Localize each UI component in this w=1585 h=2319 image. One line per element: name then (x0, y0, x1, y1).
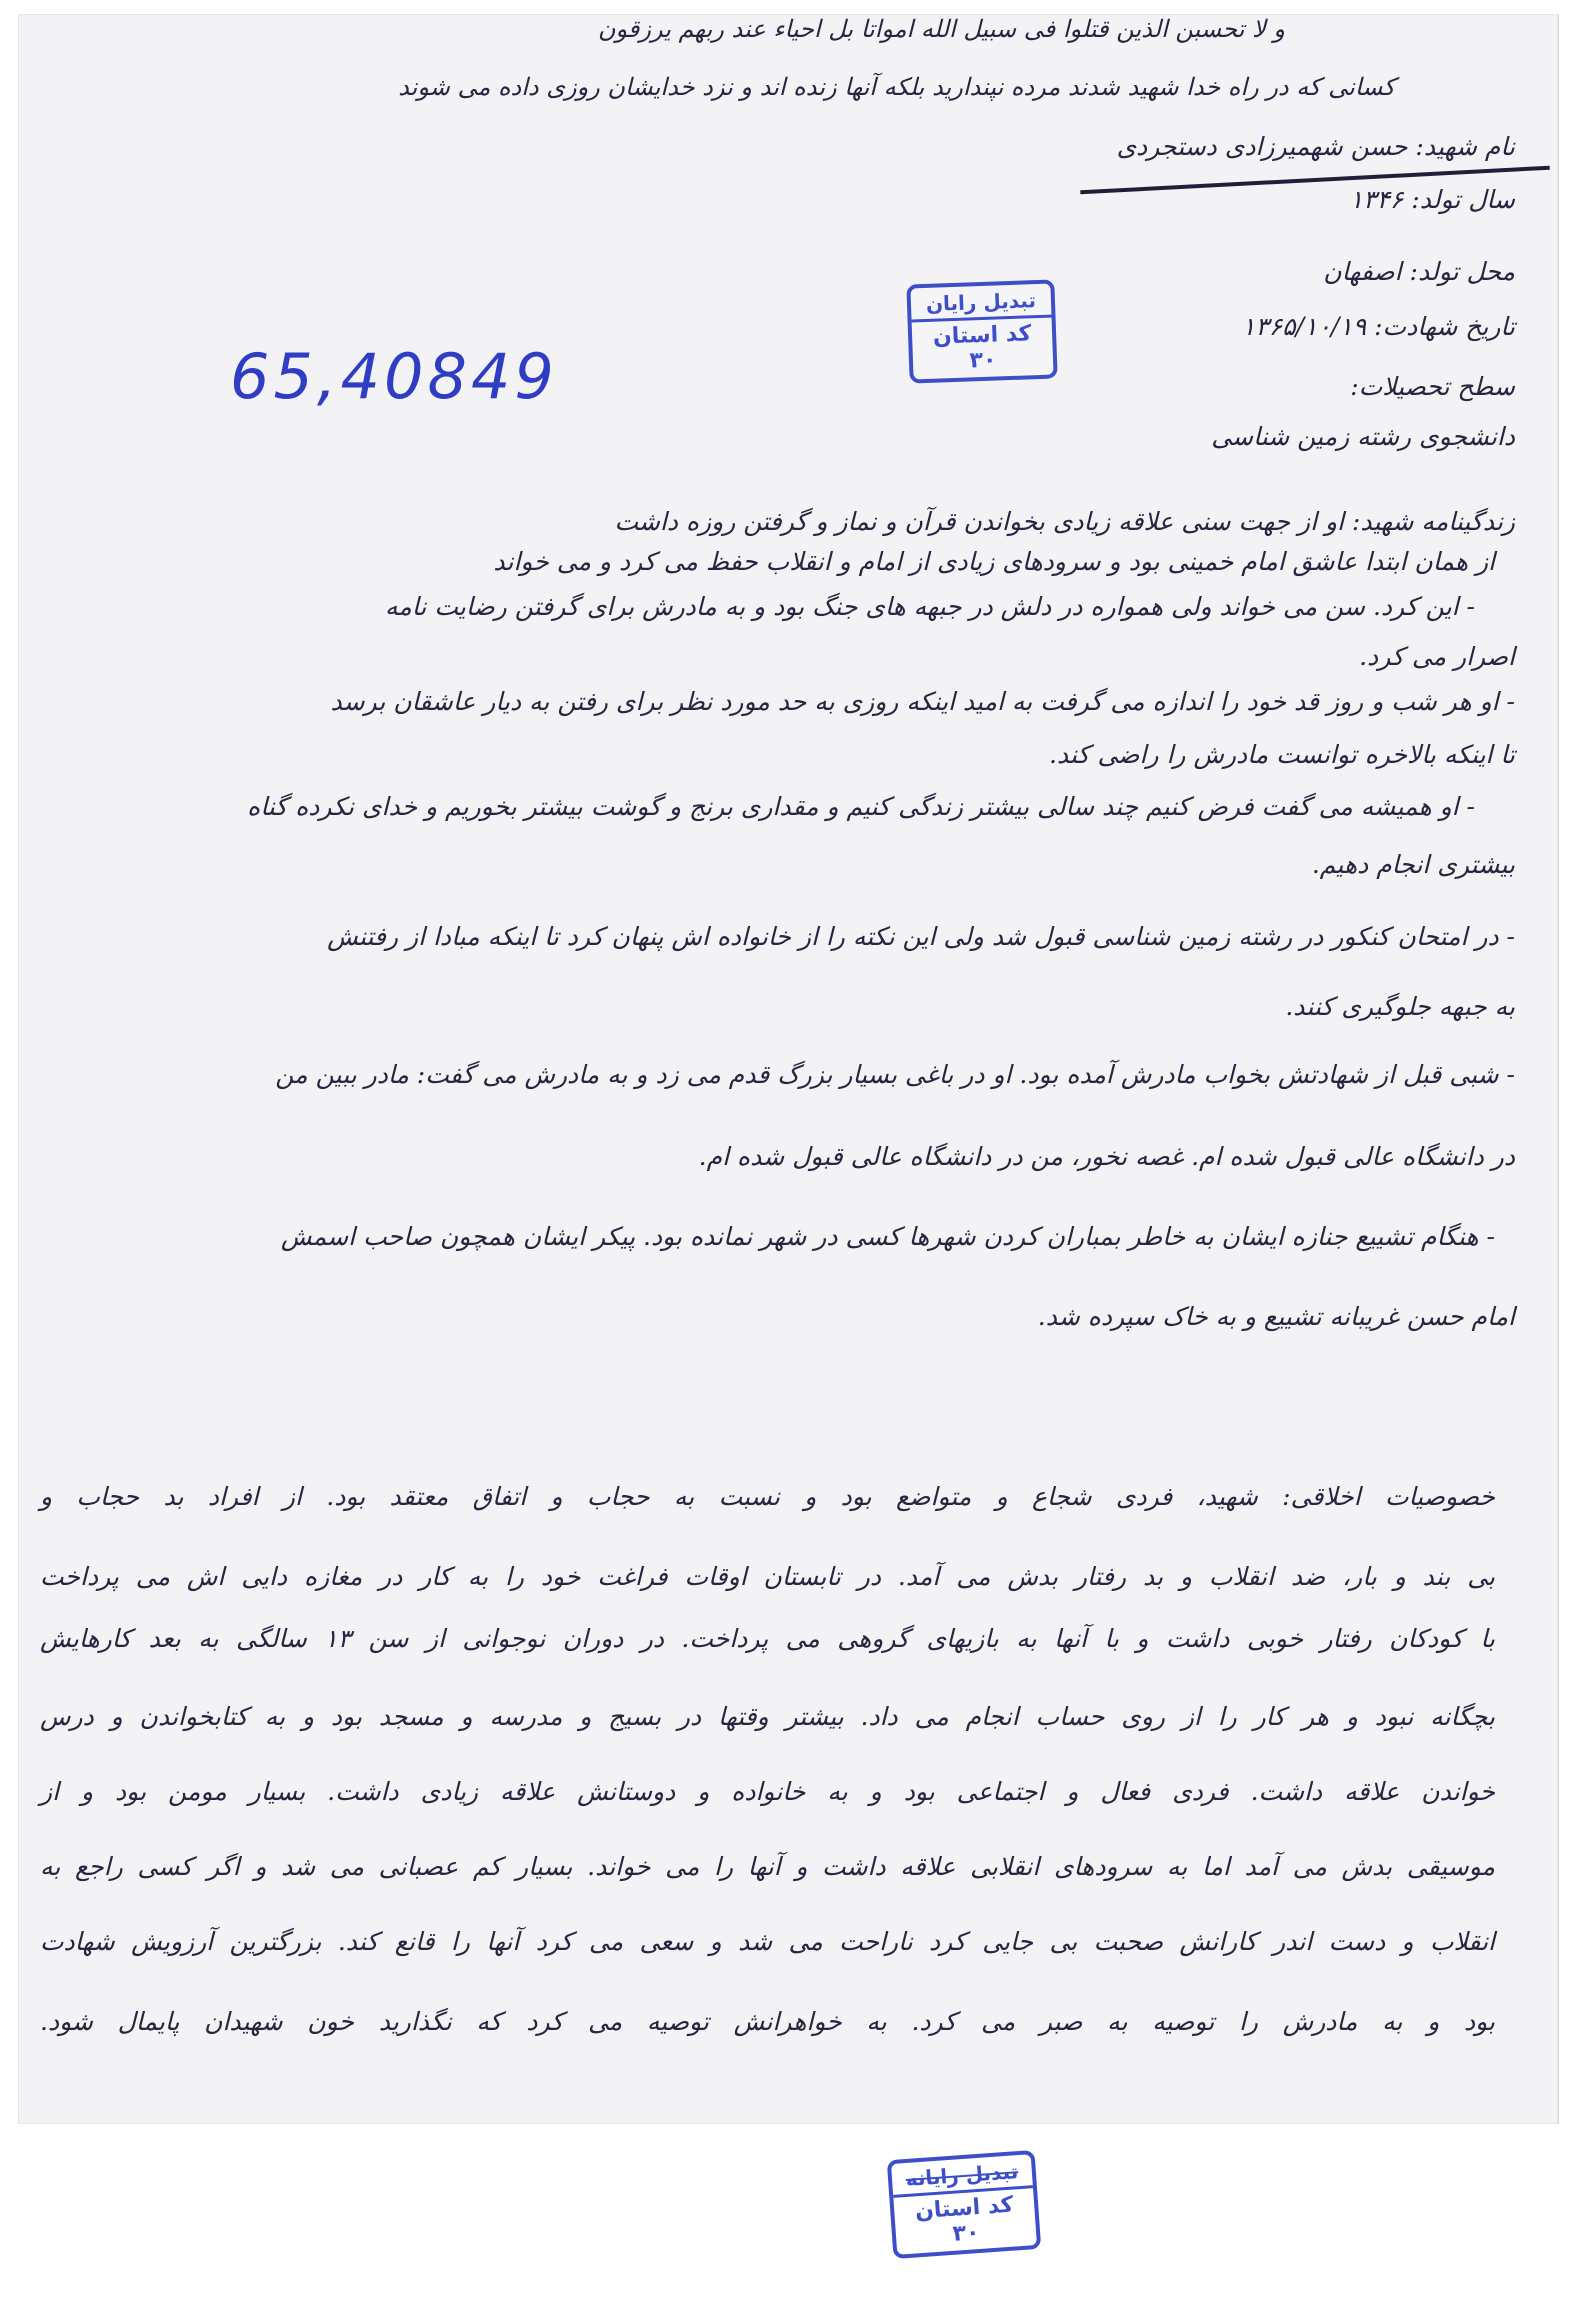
reference-number: 65,40849 (230, 340, 558, 413)
traits-line: خصوصیات اخلاقی: شهید، فردی شجاع و متواضع بود و نسبت به حجاب و اتفاق معتقد بود. از افراد بد حجاب و (40, 1482, 1495, 1511)
biography-line: - در امتحان کنکور در رشته زمین شناسی قبول شد ولی این نکته را از خانواده اش پنهان کرد تا اینکه مبادا از رفتنش (327, 922, 1515, 951)
top-stamp (906, 279, 1057, 383)
traits-line: بچگانه نبود و هر کار را از روی حساب انجام می داد. بیشتر وقتها در بسیج و مدرسه و مسجد بود و به کتابخواندن و درس (40, 1702, 1495, 1731)
biography-line: - هنگام تشییع جنازه ایشان به خاطر بمباران کردن شهرها کسی در شهر نمانده بود. پیکر ایشان همچون صاحب اسمش (280, 1222, 1495, 1251)
field-major: دانشجوی رشته زمین شناسی (1211, 422, 1515, 451)
biography-line: امام حسن غریبانه تشییع و به خاک سپرده شد. (1037, 1302, 1515, 1331)
biography-line: - شبی قبل از شهادتش بخواب مادرش آمده بود. او در باغی بسیار بزرگ قدم می زد و به مادرش می گفت: مادر ببین من (275, 1060, 1515, 1089)
verse-translation: کسانی که در راه خدا شهید شدند مرده نپندارید بلکه آنها زنده اند و نزد خدایشان روزی داده می شوند (398, 73, 1395, 101)
biography-line: بیشتری انجام دهیم. (1311, 850, 1515, 879)
traits-line: موسیقی بدش می آمد اما به سرودهای انقلابی علاقه داشت و آنها را می خواند. بسیار کم عصبانی می شد و اگر کسی راجع به (40, 1852, 1495, 1881)
stamp-bottom-line2: کد استان ۳۰ (914, 2192, 1015, 2247)
field-education: سطح تحصیلات: (1350, 372, 1515, 401)
bottom-stamp (887, 2150, 1042, 2259)
traits-line: بی بند و بار، ضد انقلاب و بد رفتار بدش می آمد. در تابستان اوقات فراغت خود را به کار در مغازه دایی اش می پرداخت (40, 1562, 1495, 1591)
biography-line: در دانشگاه عالی قبول شده ام. غصه نخور، من در دانشگاه عالی قبول شده ام. (698, 1142, 1515, 1171)
traits-line: با کودکان رفتار خوبی داشت و با آنها به بازیهای گروهی می پرداخت. در دوران نوجوانی از سن ۱۳ سالگی به بعد کارهایش (40, 1624, 1495, 1653)
stamp-top-line2: کد استان ۳۰ (932, 321, 1032, 374)
traits-line: انقلاب و دست اندر کارانش صحبت بی جایی کرد ناراحت می شد و سعی می کرد آنها را قانع کند. بزرگترین آرزویش شهادت (40, 1927, 1495, 1956)
stamp-bottom-line1: تبدیل رایانه (891, 2154, 1033, 2198)
biography-line: - این کرد. سن می خواند ولی همواره در دلش در جبهه های جنگ بود و به مادرش برای گرفتن رضایت نامه (385, 592, 1475, 621)
biography-line: - او همیشه می گفت فرض کنیم چند سالی بیشتر زندگی کنیم و مقداری برنج و گوشت بیشتر بخوریم و خدای نکرده گناه (247, 792, 1475, 821)
biography-line: از همان ابتدا عاشق امام خمینی بود و سرودهای زیادی از امام و انقلاب حفظ می کرد و می خواند (493, 547, 1495, 576)
biography-line: اصرار می کرد. (1359, 642, 1515, 671)
biography-heading: زندگینامه شهید: او از جهت سنی علاقه زیادی بخواندن قرآن و نماز و گرفتن روزه داشت (614, 507, 1515, 536)
traits-line: خواندن علاقه داشت. فردی فعال و اجتماعی بود و به خانواده و دوستانش علاقه زیادی داشت. بسیار مومن بود و از (40, 1777, 1495, 1806)
field-birth-place: محل تولد: اصفهان (1323, 257, 1515, 286)
stamp-top-line1: تبدیل رایان (910, 284, 1051, 323)
field-birth-year: سال تولد: ۱۳۴۶ (1349, 185, 1515, 214)
biography-line: - او هر شب و روز قد خود را اندازه می گرفت به امید اینکه روزی به حد مورد نظر برای رفتن به دیار عاشقان برسد (330, 687, 1515, 716)
biography-line: تا اینکه بالاخره توانست مادرش را راضی کند. (1048, 740, 1515, 769)
biography-line: به جبهه جلوگیری کنند. (1285, 992, 1515, 1021)
field-martyrdom-date: تاریخ شهادت: ۱۳۶۵/۱۰/۱۹ (1241, 312, 1515, 341)
traits-line: بود و به مادرش را توصیه به صبر می کرد. به خواهرانش توصیه می کرد که نگذارید خون شهیدان پایمال شود. (40, 2007, 1495, 2036)
field-martyr-name: نام شهید: حسن شهمیرزادی دستجردی (1116, 132, 1515, 161)
quran-verse: و لا تحسبن الذين قتلوا فی سبیل الله امواتا بل احیاء عند ربهم یرزقون (597, 15, 1285, 43)
